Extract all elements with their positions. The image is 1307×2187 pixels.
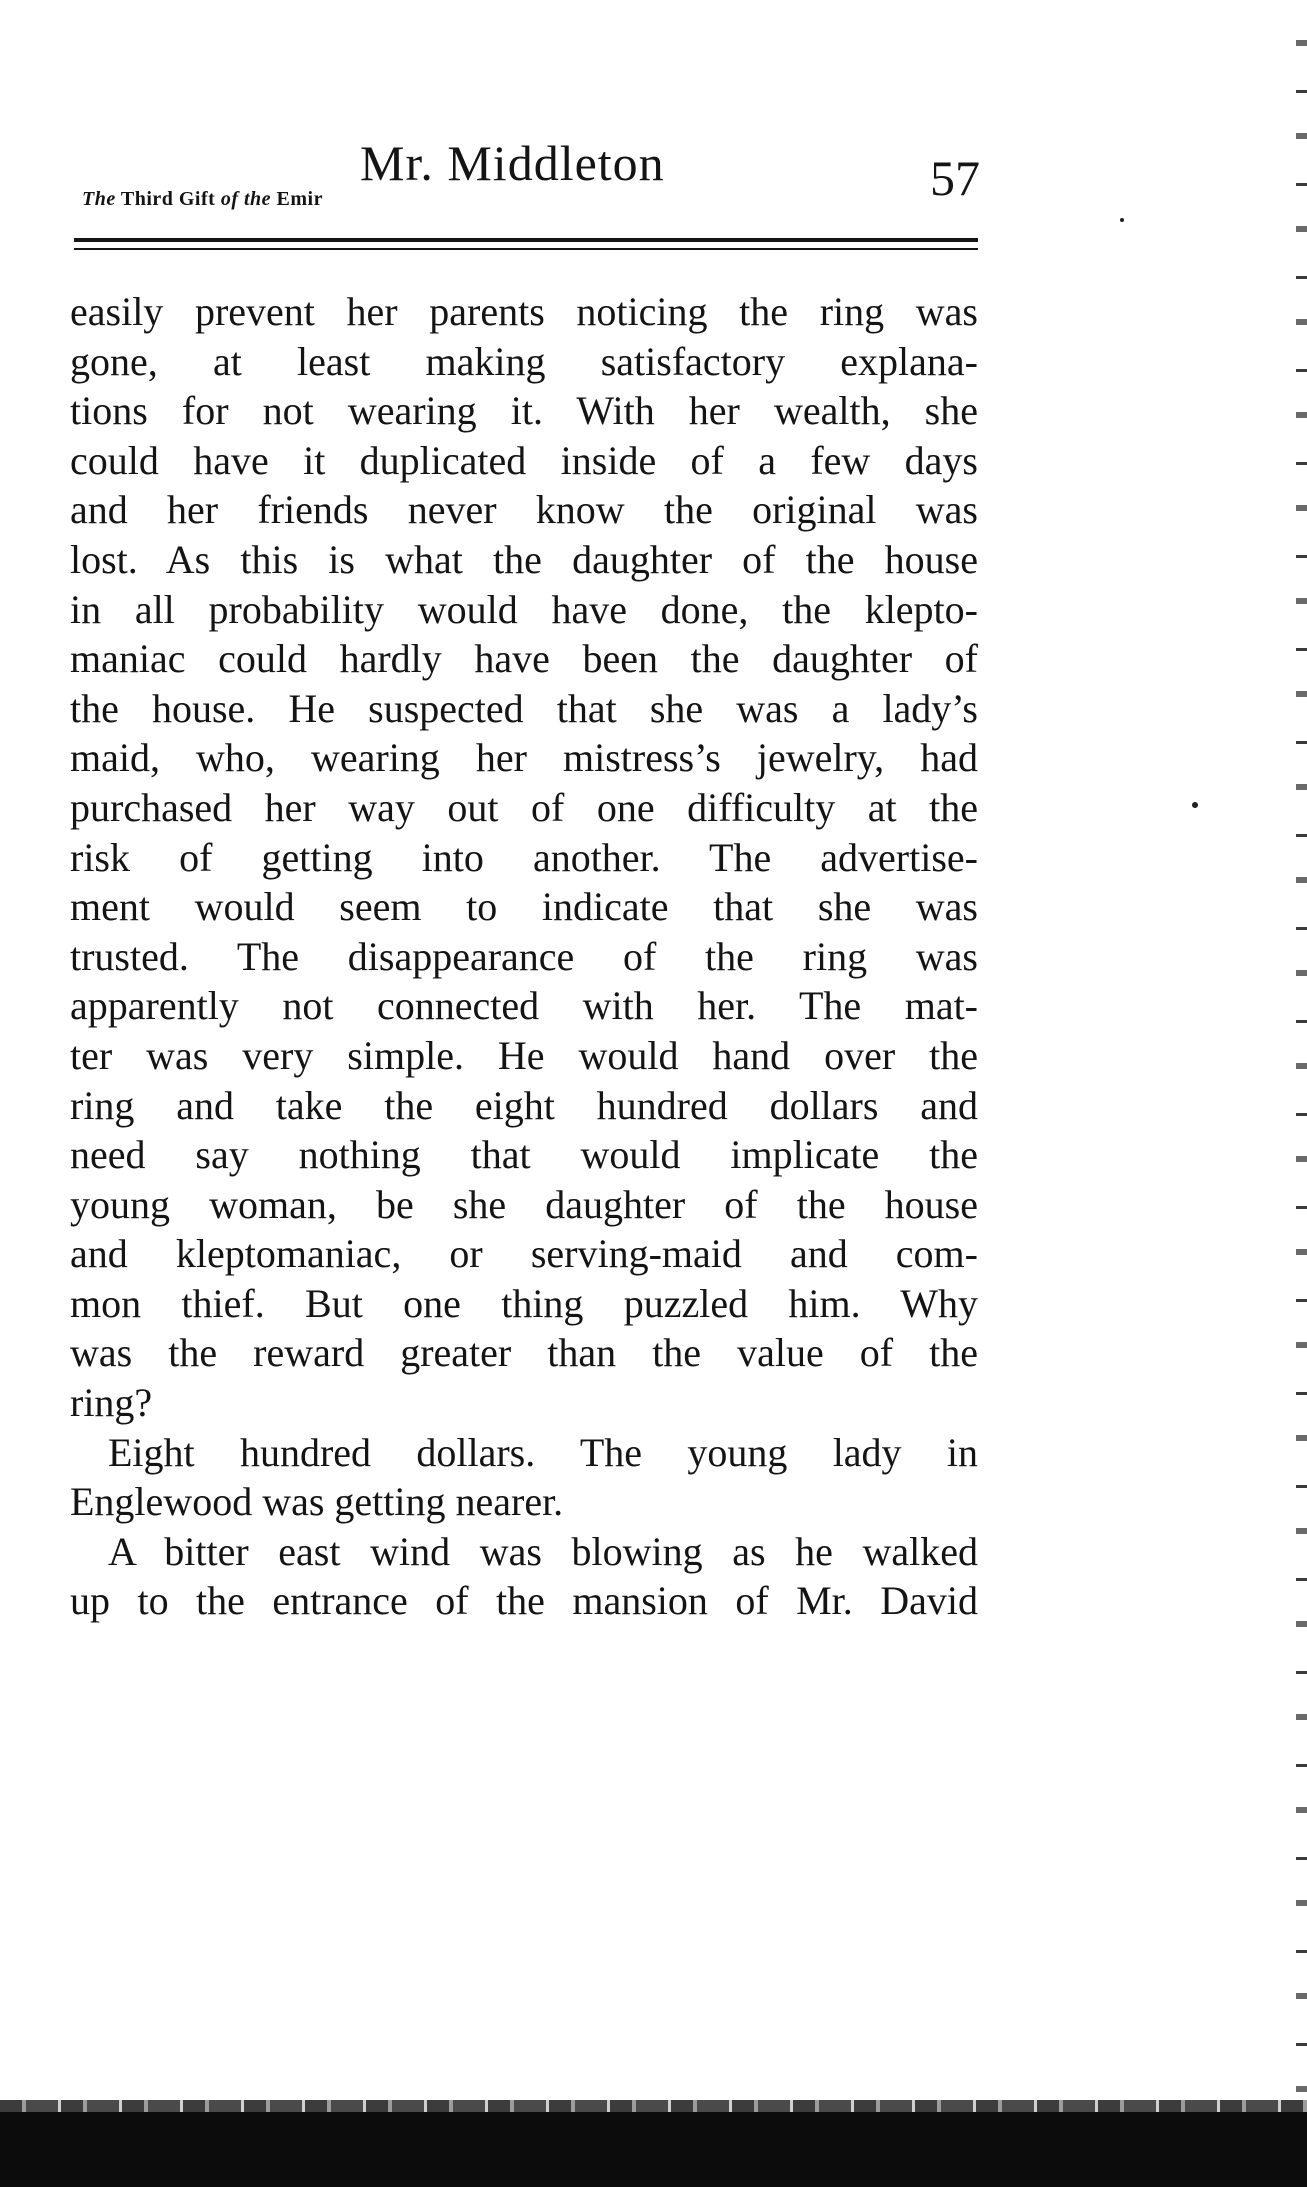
- section-title-of-the: of the: [220, 188, 272, 210]
- text-line: purchased her way out of one difficulty at the: [70, 784, 978, 830]
- text-line: ring?: [70, 1380, 153, 1426]
- text-line: apparently not connected with her. The mat-: [70, 983, 978, 1029]
- text-line: trusted. The disappearance of the ring was: [70, 933, 978, 979]
- section-title-the: The: [82, 188, 116, 210]
- text-line: A bitter east wind was blowing as he walked: [108, 1528, 978, 1574]
- header-rule-thin: [74, 248, 978, 250]
- text-line: ter was very simple. He would hand over the: [70, 1032, 978, 1078]
- text-line: need say nothing that would implicate the: [70, 1132, 978, 1178]
- text-line: in all probability would have done, the klepto-: [70, 586, 978, 632]
- body-text: [70, 287, 978, 1626]
- text-line: and her friends never know the original was: [70, 487, 978, 533]
- text-line: ring and take the eight hundred dollars and: [70, 1082, 978, 1128]
- text-line: Eight hundred dollars. The young lady in: [108, 1429, 978, 1475]
- section-title-middle: Third Gift: [115, 188, 221, 210]
- scan-speck: [1120, 218, 1124, 222]
- scan-edge-right: [1296, 0, 1307, 2112]
- text-line: gone, at least making satisfactory explana-: [70, 338, 978, 384]
- text-line: and kleptomaniac, or serving-maid and com-: [70, 1231, 978, 1277]
- text-line: easily prevent her parents noticing the ring was: [70, 289, 978, 334]
- text-line: young woman, be she daughter of the house: [70, 1181, 978, 1227]
- section-title: [82, 187, 323, 211]
- running-title: Mr. Middleton: [360, 135, 665, 191]
- text-line: maniac could hardly have been the daughter of: [70, 636, 978, 682]
- text-line: mon thief. But one thing puzzled him. Why: [70, 1280, 978, 1326]
- text-line: was the reward greater than the value of the: [70, 1330, 978, 1376]
- section-title-emir: Emir: [271, 188, 323, 210]
- text-line: Englewood was getting nearer.: [70, 1479, 564, 1525]
- header-rule-thick: [74, 238, 978, 242]
- text-line: lost. As this is what the daughter of the house: [70, 536, 978, 582]
- text-line: the house. He suspected that she was a lady’s: [70, 685, 978, 731]
- text-line: risk of getting into another. The advertise-: [70, 834, 978, 880]
- scan-edge-bottom: [0, 2112, 1307, 2187]
- text-line: maid, who, wearing her mistress’s jewelry, had: [70, 735, 978, 781]
- text-line: ment would seem to indicate that she was: [70, 884, 978, 930]
- text-line: could have it duplicated inside of a few days: [70, 437, 978, 483]
- text-line: up to the entrance of the mansion of Mr. David: [70, 1578, 978, 1624]
- text-line: tions for not wearing it. With her wealth, she: [70, 388, 978, 434]
- page-number: 57: [930, 150, 980, 206]
- scan-speck: [1192, 802, 1198, 808]
